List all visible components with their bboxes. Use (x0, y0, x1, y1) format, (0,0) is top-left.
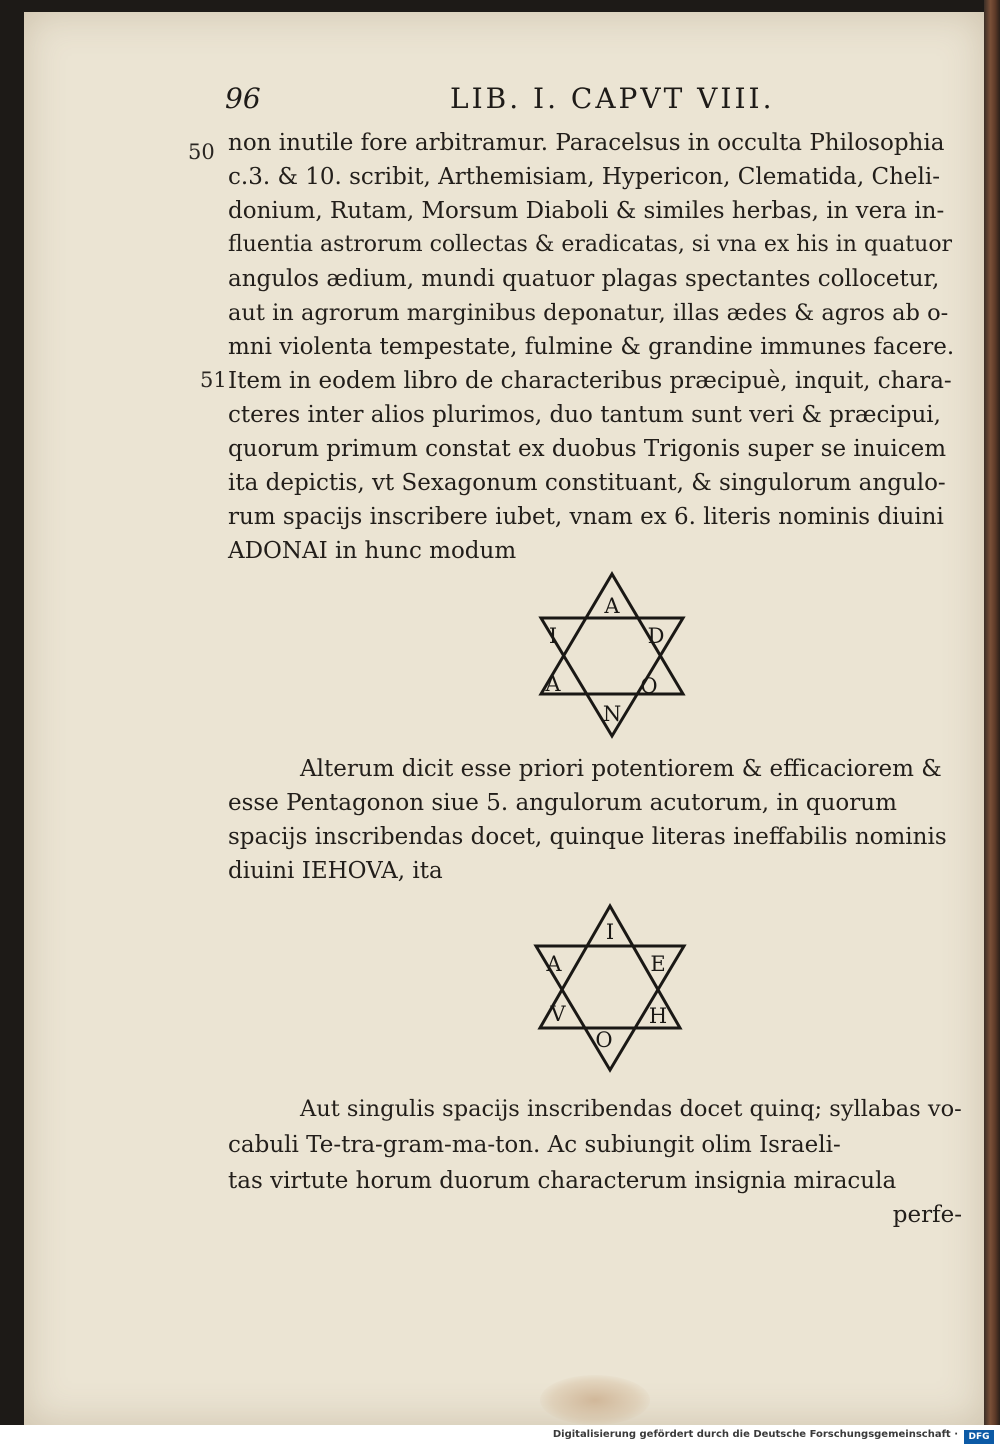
text-line: cabuli Te-tra-gram-ma-ton. Ac subiungit olim Israeli- (228, 1132, 841, 1158)
footer-bar (0, 1425, 1000, 1449)
running-head: LIB. I. CAPVT VIII. (450, 82, 775, 115)
text-line: Aut singulis spacijs inscribendas docet quinq; syllabas vo- (300, 1096, 962, 1122)
star-letter: A (545, 672, 561, 696)
text-line: fluentia astrorum collectas & eradicatas, si vna ex his in quatuor (228, 232, 953, 257)
text-line: rum spacijs inscribere iubet, vnam ex 6. literis nominis diuini (228, 504, 944, 530)
text-line: ita depictis, vt Sexagonum constituant, & singulorum angulo- (228, 470, 946, 496)
star-letter: A (604, 594, 620, 618)
text-line: quorum primum constat ex duobus Trigonis super se inuicem (228, 436, 947, 462)
paragraph-number: 51 (200, 368, 227, 392)
star-letter: D (647, 624, 665, 648)
text-line: cteres inter alios plurimos, duo tantum sunt veri & præcipui, (228, 402, 941, 428)
star-letter: I (605, 920, 615, 944)
hexagram-adonai (515, 566, 695, 746)
text-line: donium, Rutam, Morsum Diaboli & similes herbas, in vera in- (228, 198, 945, 224)
star-letter: I (548, 624, 558, 648)
text-line: diuini IEHOVA, ita (228, 858, 443, 884)
text-line: non inutile fore arbitramur. Paracelsus in occulta Philosophia (228, 130, 945, 156)
footer-credit: Digitalisierung gefördert durch die Deutsche Forschungsgemeinschaft · (552, 1429, 958, 1440)
text-line: tas virtute horum duorum characterum insignia miracula (228, 1168, 897, 1194)
text-line: angulos ædium, mundi quatuor plagas spectantes collocetur, (228, 266, 940, 292)
paper-stain (540, 1375, 650, 1425)
text-line: aut in agrorum marginibus deponatur, illas ædes & agros ab o- (228, 300, 949, 326)
hexagram-iehova (518, 896, 698, 1076)
star-letter: N (602, 702, 622, 726)
text-line: esse Pentagonon siue 5. angulorum acutorum, in quorum (228, 790, 897, 816)
page-edge (984, 0, 1000, 1425)
star-letter: O (595, 1028, 613, 1052)
star-letter: A (546, 952, 562, 976)
text-line: Item in eodem libro de characteribus præcipuè, inquit, chara- (228, 368, 952, 394)
star-letter: H (648, 1004, 668, 1028)
star-letter: V (550, 1002, 566, 1026)
paragraph-number: 50 (188, 140, 215, 164)
text-line: spacijs inscribendas docet, quinque literas ineffabilis nominis (228, 824, 947, 850)
text-line: mni violenta tempestate, fulmine & grandine immunes facere. (228, 334, 955, 360)
text-line: Alterum dicit esse priori potentiorem & efficaciorem & (300, 756, 942, 782)
catchword: perfe- (892, 1202, 962, 1228)
dfg-logo: DFG (964, 1430, 994, 1444)
star-letter: E (650, 952, 666, 976)
page-number: 96 (225, 82, 261, 115)
star-letter: O (640, 674, 658, 698)
text-line: ADONAI in hunc modum (228, 538, 517, 564)
text-line: c.3. & 10. scribit, Arthemisiam, Hypericon, Clematida, Cheli- (228, 164, 940, 190)
